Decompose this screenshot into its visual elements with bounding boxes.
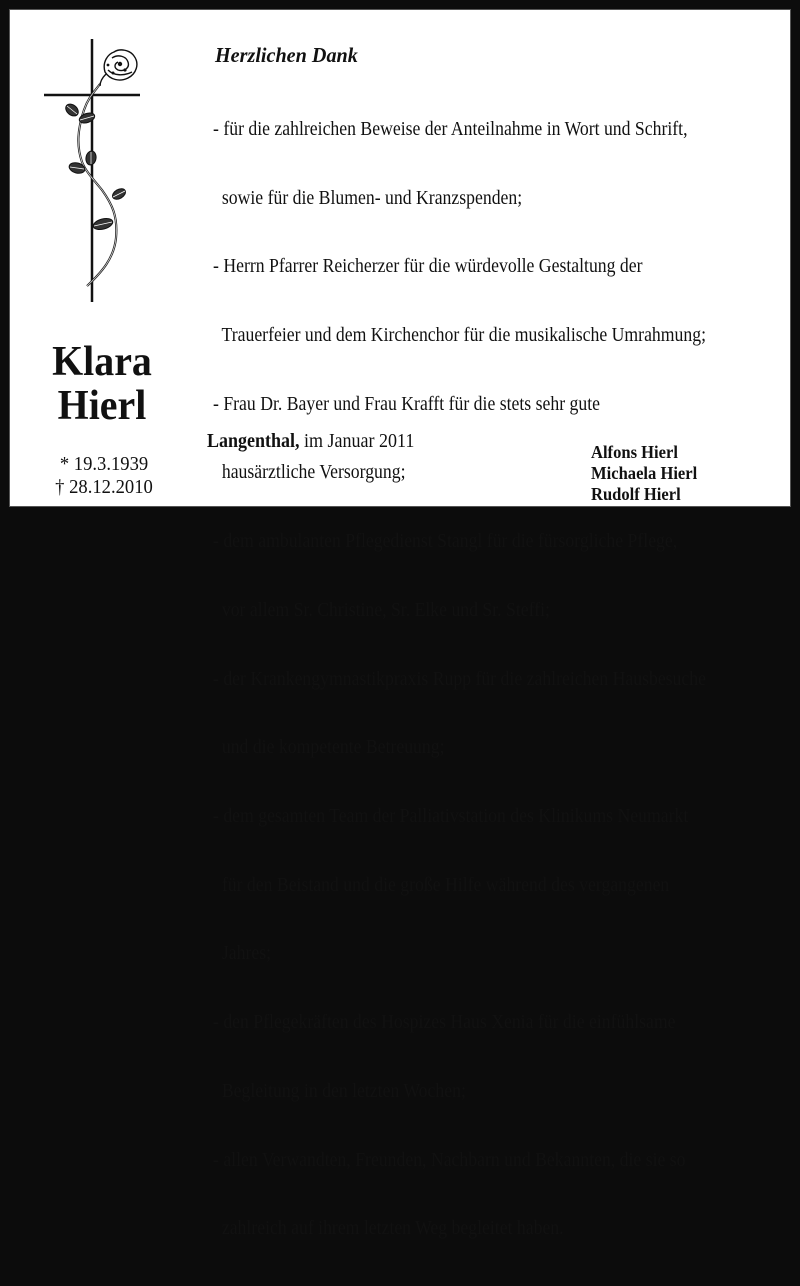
thanks-line: Trauerfeier und dem Kirchenchor für die musikalische Umrahmung; bbox=[213, 323, 707, 346]
thanks-line: für den Beistand und die große Hilfe während des vergangenen bbox=[213, 873, 670, 896]
signer-name: Alfons Hierl bbox=[591, 442, 678, 462]
deceased-first-name: Klara bbox=[52, 339, 152, 385]
thanks-line: sowie für die Blumen- und Kranzspenden; bbox=[213, 186, 523, 209]
place-and-date bbox=[207, 429, 414, 453]
thanks-line: Jahres; bbox=[213, 942, 272, 965]
notice-date: im Januar 2011 bbox=[299, 430, 415, 452]
thanks-line: und die kompetente Betreuung; bbox=[213, 736, 445, 759]
death-date: † 28.12.2010 bbox=[55, 476, 153, 498]
thanks-line: Begleitung in den letzten Wochen; bbox=[213, 1079, 466, 1102]
thanks-line: - dem ambulanten Pflegedienst Stangl für die fürsorgliche Pflege, bbox=[213, 530, 678, 553]
signer-name: Rudolf Hierl bbox=[591, 484, 681, 504]
notice-heading: Herzlichen Dank bbox=[215, 43, 358, 67]
thanks-list bbox=[213, 72, 770, 1286]
thanks-line: - allen Verwandten, Freunden, Nachbarn und Bekannten, die sie so bbox=[213, 1148, 686, 1171]
birth-date: * 19.3.1939 bbox=[59, 453, 149, 475]
signer-name: Michaela Hierl bbox=[591, 463, 698, 483]
thanks-line: - für die zahlreichen Beweise der Anteilnahme in Wort und Schrift, bbox=[213, 117, 688, 140]
thanks-line: vor allem Sr. Christine, Sr. Elke und Sr. Steffi; bbox=[213, 598, 550, 621]
thanks-line: hausärztliche Versorgung; bbox=[213, 461, 406, 484]
deceased-name bbox=[32, 340, 172, 428]
thanks-line: - der Krankengymnastikpraxis Rupp für die zahlreichen Hausbesuche bbox=[213, 667, 706, 690]
cross-with-rose-icon bbox=[10, 10, 210, 330]
thanks-line: - dem gesamten Team der Palliativstation des Klinikums Neumarkt bbox=[213, 805, 689, 827]
thanks-line: zahlreich auf ihrem letzten Weg begleitet haben. bbox=[213, 1217, 564, 1240]
obituary-notice bbox=[9, 9, 791, 1240]
thanks-line: - den Pflegekräften des Hospizes Haus Xenia für die einfühlsame bbox=[213, 1011, 676, 1034]
place-name: Langenthal, bbox=[207, 430, 300, 452]
deceased-last-name: Hierl bbox=[57, 383, 147, 429]
life-dates bbox=[30, 453, 178, 499]
thanks-line: - Frau Dr. Bayer und Frau Krafft für die stets sehr gute bbox=[213, 392, 601, 415]
thanks-line: - Herrn Pfarrer Reicherzer für die würdevolle Gestaltung der bbox=[213, 255, 643, 278]
signers-list bbox=[591, 442, 706, 505]
